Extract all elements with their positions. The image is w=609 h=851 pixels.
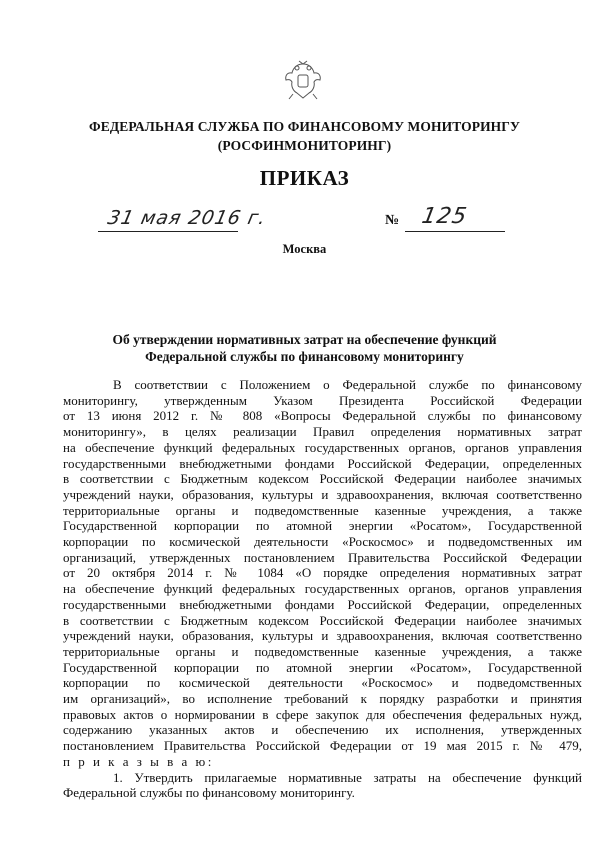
body-line: Государственной корпорации по атомной энергии «Росатом», Государственной xyxy=(63,659,582,675)
body-line: корпорации по космической деятельности «Роскосмос» и подведомственных им xyxy=(63,534,582,550)
body-line: территориальные органы и подведомственные казенные учреждения, а также xyxy=(63,502,582,518)
body-line: в соответствии с Бюджетным кодексом Российской Федерации наиболее значимых xyxy=(63,471,582,487)
body-line: им организаций», во исполнение требований к порядку разработки и принятия xyxy=(63,691,582,707)
body-line: учреждений науки, образования, культуры и здравоохранения, включая соответственно xyxy=(63,486,582,502)
number-label: № xyxy=(385,213,400,228)
body-line: Государственной корпорации по атомной энергии «Росатом», Государственной xyxy=(63,518,582,534)
body-line: организаций, утвержденных постановлением Правительства Российской Федерации xyxy=(63,549,582,565)
body-line: корпорации по космической деятельности «Роскосмос» и подведомственных xyxy=(63,675,582,691)
body-line: В соответствии с Положением о Федеральной службе по финансовому xyxy=(113,377,582,392)
body-line: мониторингу», в целях реализации Правил определения нормативных затрат xyxy=(63,424,582,440)
city: Москва xyxy=(282,242,327,256)
body-line: 1. Утвердить прилагаемые нормативные затраты на обеспечение функций xyxy=(113,769,582,785)
body-line: мониторингу, утвержденным Указом Президента Российской Федерации xyxy=(63,392,582,408)
org-name: ФЕДЕРАЛЬНАЯ СЛУЖБА ПО ФИНАНСОВОМУ МОНИТОРИНГУ xyxy=(89,119,520,134)
body-line: содержанию указанных актов и обеспечению их исполнения, утвержденных xyxy=(63,722,582,738)
body-line: на обеспечение функций федеральных государственных органов, органов управления xyxy=(63,581,582,597)
doc-type-title: ПРИКАЗ xyxy=(259,166,350,190)
subject-line: Об утверждении нормативных затрат на обеспечение функций xyxy=(112,332,497,347)
body-line: государственными внебюджетными фондами Российской Федерации, определенных xyxy=(63,596,582,612)
subject-line: Федеральной службы по финансовому мониторингу xyxy=(145,349,464,364)
body-line: от 20 октября 2014 г. № 1084 «О порядке определения нормативных затрат xyxy=(63,565,582,581)
body-text xyxy=(63,377,582,801)
body-line: постановлением Правительства Российской Федерации от 19 мая 2015 г. № 479, xyxy=(63,738,582,754)
body-line: на обеспечение функций федеральных государственных органов, органов управления xyxy=(63,439,582,455)
body-line: в соответствии с Бюджетным кодексом Российской Федерации наиболее значимых xyxy=(63,612,582,628)
body-line: Федеральной службы по финансовому мониторингу. xyxy=(63,785,355,801)
body-line: правовых актов о нормировании в сфере закупок для обеспечения федеральных нужд, xyxy=(63,706,582,722)
coat-of-arms-icon xyxy=(283,58,323,102)
handwritten-number: 125 xyxy=(419,204,470,229)
body-line: государственными внебюджетными фондами Российской Федерации, определенных xyxy=(63,455,582,471)
org-short-name: (РОСФИНМОНИТОРИНГ) xyxy=(217,138,392,153)
number-underline xyxy=(405,231,505,232)
body-line: территориальные органы и подведомственные казенные учреждения, а также xyxy=(63,643,582,659)
order-word: п р и к а з ы в а ю: xyxy=(63,753,214,769)
body-line: учреждений науки, образования, культуры и здравоохранения, включая соответственно xyxy=(63,628,582,644)
handwritten-date: 31 мая 2016 г. xyxy=(105,207,269,229)
date-underline xyxy=(98,231,238,232)
body-line: от 13 июня 2012 г. № 808 «Вопросы Федеральной службы по финансовому xyxy=(63,408,582,424)
